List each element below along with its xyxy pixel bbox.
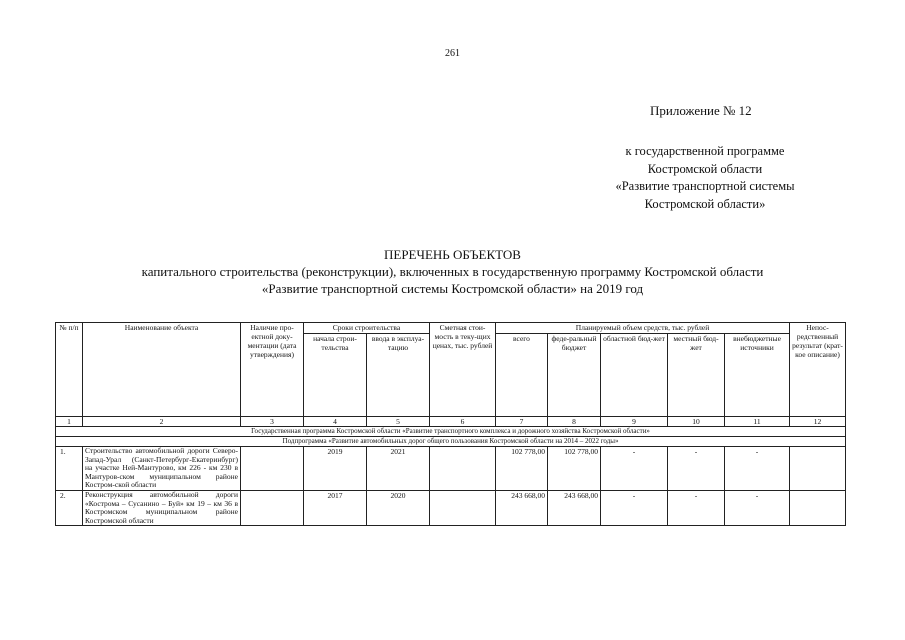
annex-line: Костромской области»: [644, 196, 766, 211]
header-regional-budget: областной бюд-жет: [601, 334, 668, 417]
column-number: 4: [304, 417, 367, 427]
column-number: 12: [790, 417, 846, 427]
object-name: Строительство автомобильной дороги Северо-Запад-Урал (Санкт-Петербург-Екатеринбург) на участке Ней-Мантурово, км 226 - км 230 в Мантуров-ском муниципальном районе Костром-ской области: [83, 447, 241, 491]
annex-line: к государственной программе: [625, 144, 785, 158]
object-name: Реконструкция автомобильной дороги «Кострома – Сусанино – Буй» км 19 – км 36 в Костромском муниципальном районе Костромской области: [83, 490, 241, 525]
header-planned-funding: Планируемый объем средств, тыс. рублей: [496, 323, 790, 334]
header-object-name: Наименование объекта: [83, 323, 241, 417]
table-row: [56, 490, 846, 525]
project-docs: [241, 447, 304, 491]
document-title: [0, 246, 905, 297]
direct-result: [790, 447, 846, 491]
extrabudgetary-amount: -: [725, 490, 790, 525]
regional-amount: -: [601, 447, 668, 491]
document-title-line: ПЕРЕЧЕНЬ ОБЪЕКТОВ: [384, 247, 521, 262]
federal-amount: 243 668,00: [548, 490, 601, 525]
column-number: 2: [83, 417, 241, 427]
header-extrabudgetary: внебюджетные источники: [725, 334, 790, 417]
table-row: [56, 447, 846, 491]
extrabudgetary-amount: -: [725, 447, 790, 491]
local-amount: -: [668, 490, 725, 525]
row-number: 1.: [56, 447, 83, 491]
column-numbers-row: [56, 417, 846, 427]
federal-amount: 102 778,00: [548, 447, 601, 491]
header-direct-result: Непос-редственный результат (крат-кое описание): [790, 323, 846, 417]
annex-title: Приложение № 12: [650, 103, 752, 118]
header-estimate-cost: Сметная стои-мость в теку-щих ценах, тыс. рублей: [430, 323, 496, 417]
page-number: 261: [445, 48, 460, 59]
local-amount: -: [668, 447, 725, 491]
total-amount: 102 778,00: [496, 447, 548, 491]
column-number: 9: [601, 417, 668, 427]
row-number: 2.: [56, 490, 83, 525]
column-number: 7: [496, 417, 548, 427]
objects-table: [55, 322, 846, 526]
annex-line: Костромской области: [647, 161, 763, 176]
header-commission-year: ввода в эксплуа-тацию: [367, 334, 430, 417]
annex-line: «Развитие транспортной системы: [615, 179, 795, 193]
header-total: всего: [496, 334, 548, 417]
header-start-year: начала строи-тельства: [304, 334, 367, 417]
estimate-cost: [430, 490, 496, 525]
column-number: 11: [725, 417, 790, 427]
estimate-cost: [430, 447, 496, 491]
commission-year: 2020: [367, 490, 430, 525]
project-docs: [241, 490, 304, 525]
header-local-budget: местный бюд-жет: [668, 334, 725, 417]
program-row: Государственная программа Костромской области «Развитие транспортного комплекса и дорожного хозяйства Костромской области»: [56, 427, 846, 437]
start-year: 2019: [304, 447, 367, 491]
header-federal-budget: феде-ральный бюджет: [548, 334, 601, 417]
column-number: 5: [367, 417, 430, 427]
annex-subtitle: [570, 143, 840, 213]
direct-result: [790, 490, 846, 525]
header-construction-terms: Сроки строительства: [304, 323, 430, 334]
column-number: 6: [430, 417, 496, 427]
total-amount: 243 668,00: [496, 490, 548, 525]
column-number: 10: [668, 417, 725, 427]
column-number: 3: [241, 417, 304, 427]
column-number: 8: [548, 417, 601, 427]
document-title-line: «Развитие транспортной системы Костромской области» на 2019 год: [261, 281, 644, 296]
column-number: 1: [56, 417, 83, 427]
header-project-docs: Наличие про-ектной доку-ментации (дата утверждения): [241, 323, 304, 417]
regional-amount: -: [601, 490, 668, 525]
document-title-line: капитального строительства (реконструкции), включенных в государственную программу Костромской области: [141, 264, 764, 279]
subprogram-row: Подпрограмма «Развитие автомобильных дорог общего пользования Костромской области на 2014 – 2022 годы»: [56, 437, 846, 447]
start-year: 2017: [304, 490, 367, 525]
commission-year: 2021: [367, 447, 430, 491]
header-number: № п/п: [56, 323, 83, 417]
